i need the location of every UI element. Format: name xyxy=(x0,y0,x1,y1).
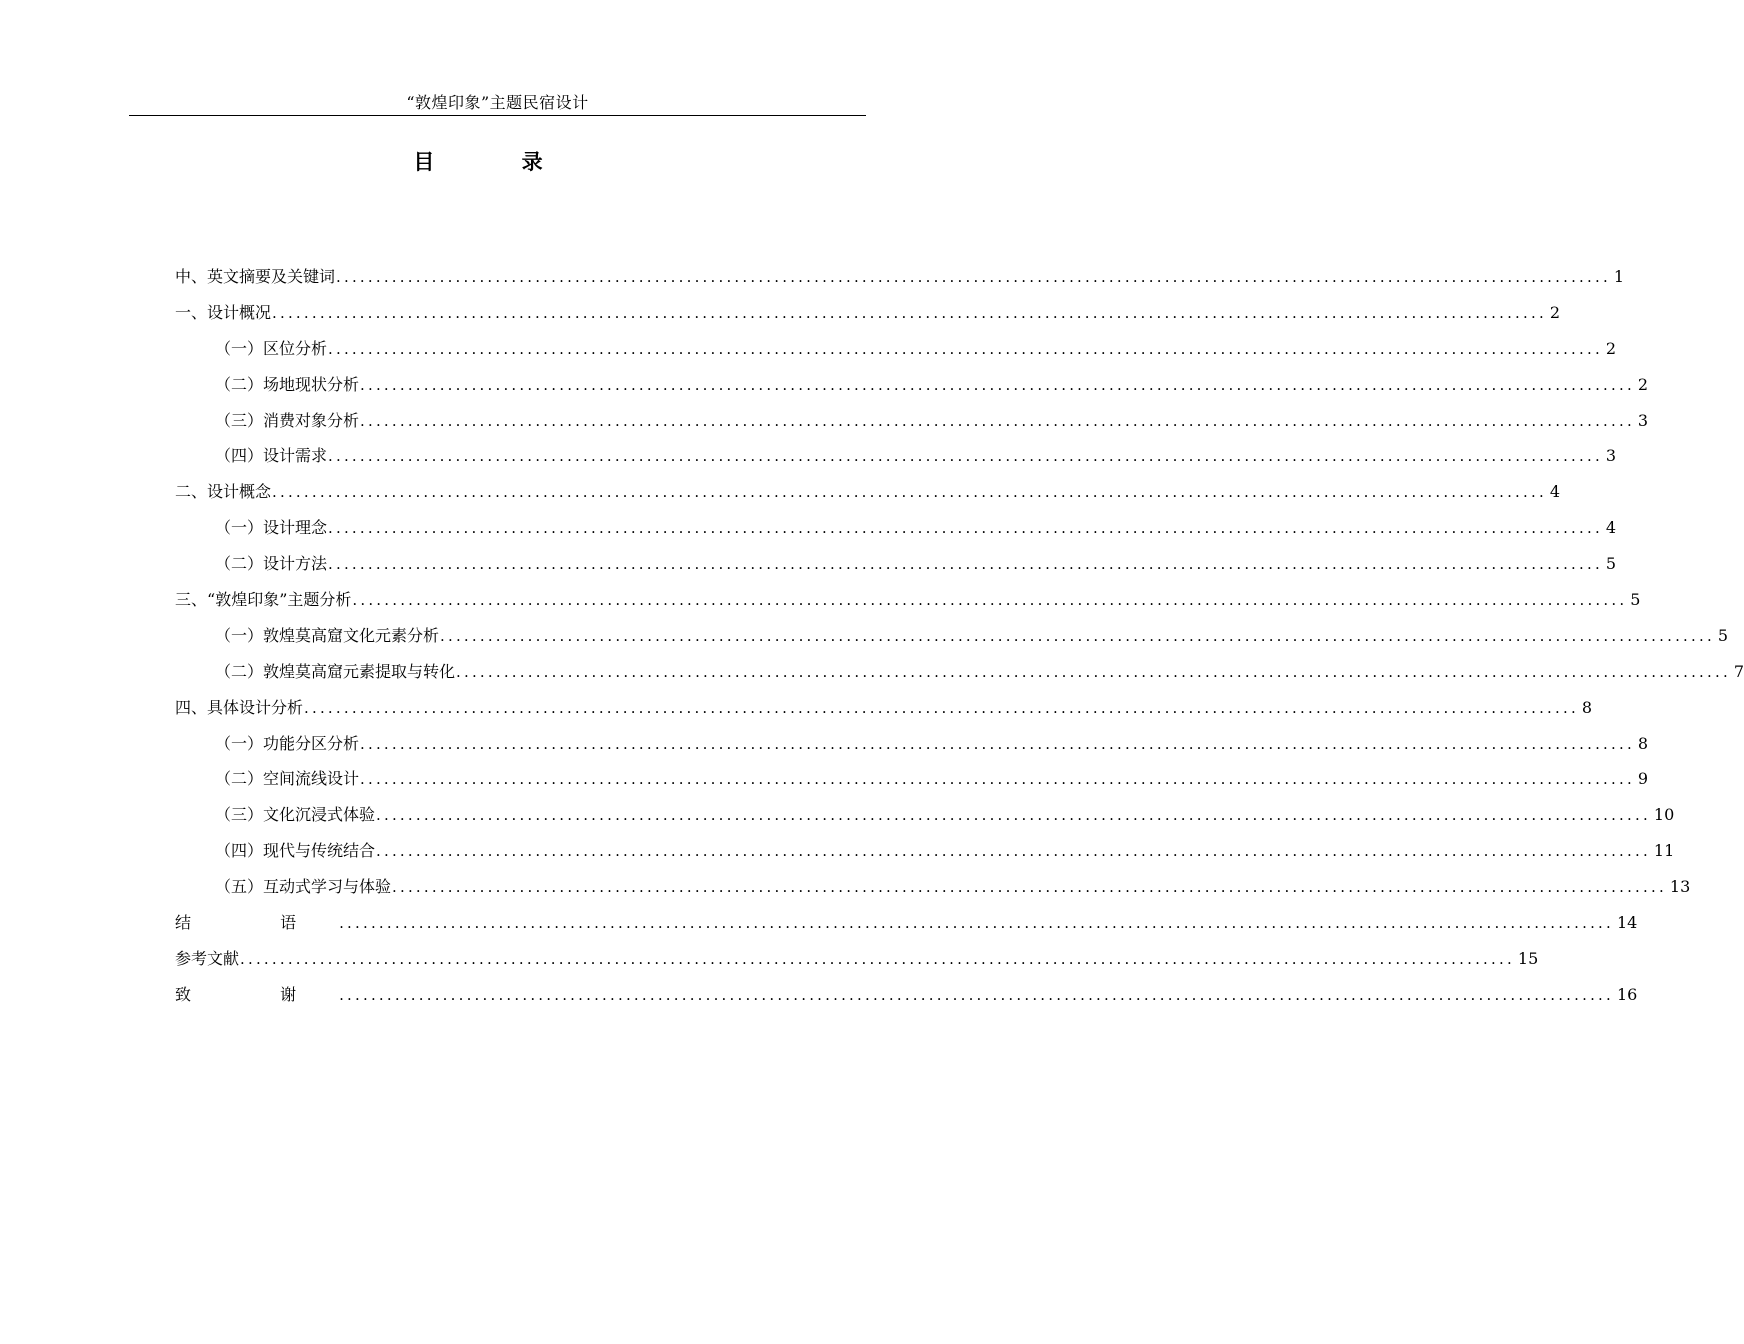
toc-entry-page-number: 8 xyxy=(1637,733,1649,753)
toc-entry[interactable] xyxy=(175,409,1649,445)
dot-leader: ................................................................................................................................................................ xyxy=(328,339,1603,358)
dot-leader: ................................................................................................................................................................ xyxy=(456,662,1731,681)
toc-entry[interactable] xyxy=(175,265,1625,301)
dot-leader: ................................................................................................................................................................ xyxy=(440,626,1715,645)
toc-entry-title: 功能分区分析 xyxy=(263,733,360,753)
toc-entry-number: （三） xyxy=(215,805,264,825)
toc-entry-title: 结 语 xyxy=(175,913,339,933)
toc-entry-title: 致 谢 xyxy=(175,984,339,1004)
toc-entry[interactable] xyxy=(175,911,1638,947)
toc-entry-number: （一） xyxy=(215,625,264,645)
toc-entry-page-number: 11 xyxy=(1653,841,1675,861)
dot-leader: ................................................................................................................................................................ xyxy=(360,770,1635,789)
dot-leader: ................................................................................................................................................................ xyxy=(304,698,1579,717)
dot-leader: ................................................................................................................................................................ xyxy=(328,519,1603,538)
toc-entry-page-number: 16 xyxy=(1616,984,1638,1004)
toc-entry[interactable] xyxy=(175,983,1638,1019)
table-of-contents xyxy=(175,265,1744,1019)
toc-entry-number: （五） xyxy=(215,877,264,897)
toc-entry-page-number: 10 xyxy=(1653,805,1675,825)
toc-entry-page-number: 2 xyxy=(1549,302,1561,322)
toc-entry[interactable] xyxy=(175,839,1675,875)
dot-leader: ................................................................................................................................................................ xyxy=(272,483,1547,502)
dot-leader: ................................................................................................................................................................ xyxy=(328,555,1603,574)
toc-entry[interactable] xyxy=(175,624,1729,660)
dot-leader: ................................................................................................................................................................ xyxy=(336,268,1611,286)
toc-entry-title: 消费对象分析 xyxy=(263,410,360,430)
dot-leader: ................................................................................................................................................................ xyxy=(360,734,1635,753)
toc-entry-number: （二） xyxy=(215,769,264,789)
dot-leader: ................................................................................................................................................................ xyxy=(360,411,1635,430)
dot-leader: ................................................................................................................................................................ xyxy=(392,878,1667,897)
toc-entry[interactable] xyxy=(175,552,1617,588)
toc-heading: 目 录 xyxy=(413,149,583,174)
toc-entry-number: 三、 xyxy=(175,590,208,610)
toc-entry-number: （一） xyxy=(215,733,264,753)
dot-leader: ................................................................................................................................................................ xyxy=(352,591,1628,610)
toc-entry-number: （二） xyxy=(215,661,264,681)
toc-entry[interactable] xyxy=(175,803,1675,839)
toc-entry-page-number: 14 xyxy=(1616,913,1638,933)
toc-entry-page-number: 15 xyxy=(1517,948,1539,968)
toc-entry-title: 设计概念 xyxy=(207,482,272,502)
toc-entry-page-number: 3 xyxy=(1637,410,1649,430)
toc-entry-title: 设计概况 xyxy=(207,302,272,322)
toc-entry-title: 场地现状分析 xyxy=(263,374,360,394)
toc-entry-title: 现代与传统结合 xyxy=(263,841,376,861)
toc-entry-page-number: 2 xyxy=(1637,374,1649,394)
toc-entry[interactable] xyxy=(175,301,1561,337)
toc-entry-page-number: 8 xyxy=(1581,697,1593,717)
toc-entry-title: 设计方法 xyxy=(263,554,328,574)
toc-entry-number: （二） xyxy=(215,554,264,574)
toc-entry-title: 互动式学习与体验 xyxy=(263,877,392,897)
dot-leader: ................................................................................................................................................................ xyxy=(376,806,1651,825)
toc-entry-title: 四、具体设计分析 xyxy=(175,697,304,717)
toc-entry-page-number: 5 xyxy=(1605,554,1617,574)
header-rule xyxy=(129,115,866,116)
toc-entry-title: “敦煌印象”主题分析 xyxy=(207,590,352,610)
toc-entry-page-number: 1 xyxy=(1613,267,1625,286)
toc-entry-number: 二、 xyxy=(175,482,208,502)
toc-entry-page-number: 2 xyxy=(1605,338,1617,358)
toc-entry[interactable] xyxy=(175,444,1617,480)
toc-entry-title: 中、英文摘要及关键词 xyxy=(175,267,336,286)
toc-entry-title: 设计需求 xyxy=(263,446,328,466)
toc-entry[interactable] xyxy=(175,516,1617,552)
toc-entry[interactable] xyxy=(175,588,1641,624)
toc-entry-number: （一） xyxy=(215,518,264,538)
toc-entry-title: 敦煌莫高窟文化元素分析 xyxy=(263,625,440,645)
toc-entry[interactable] xyxy=(175,732,1649,768)
toc-entry-page-number: 3 xyxy=(1605,446,1617,466)
toc-entry-number: （一） xyxy=(215,338,264,358)
toc-entry-title: 设计理念 xyxy=(263,518,328,538)
toc-entry-number: （二） xyxy=(215,374,264,394)
dot-leader: ................................................................................................................................................................ xyxy=(272,303,1547,322)
toc-entry-number: （四） xyxy=(215,446,264,466)
toc-entry[interactable] xyxy=(175,696,1593,732)
toc-entry-page-number: 7 xyxy=(1733,661,1744,681)
toc-entry-title: 敦煌莫高窟元素提取与转化 xyxy=(263,661,456,681)
dot-leader: ................................................................................................................................................................ xyxy=(360,375,1635,394)
toc-entry-page-number: 13 xyxy=(1669,877,1691,897)
toc-entry-number: （三） xyxy=(215,410,264,430)
toc-entry-page-number: 4 xyxy=(1605,518,1617,538)
dot-leader: ................................................................................................................................................................ xyxy=(328,447,1603,466)
toc-entry-page-number: 5 xyxy=(1717,625,1729,645)
toc-entry[interactable] xyxy=(175,947,1539,983)
dot-leader: ................................................................................................................................................................ xyxy=(240,949,1515,968)
toc-entry[interactable] xyxy=(175,337,1617,373)
toc-entry-title: 区位分析 xyxy=(263,338,328,358)
toc-entry[interactable] xyxy=(175,875,1691,911)
toc-entry-page-number: 5 xyxy=(1630,590,1641,610)
running-header-title: “敦煌印象”主题民宿设计 xyxy=(406,93,589,112)
toc-entry[interactable] xyxy=(175,660,1744,696)
toc-entry-title: 文化沉浸式体验 xyxy=(263,805,376,825)
toc-entry[interactable] xyxy=(175,767,1649,803)
toc-entry-number: （四） xyxy=(215,841,264,861)
dot-leader: ................................................................................................................................................................ xyxy=(339,985,1614,1004)
toc-entry-number: 一、 xyxy=(175,302,208,322)
toc-entry[interactable] xyxy=(175,480,1561,516)
toc-entry-title: 空间流线设计 xyxy=(263,769,360,789)
toc-entry-page-number: 4 xyxy=(1549,482,1561,502)
toc-entry-page-number: 9 xyxy=(1637,769,1649,789)
dot-leader: ................................................................................................................................................................ xyxy=(339,914,1614,933)
toc-entry-title: 参考文献 xyxy=(175,948,240,968)
dot-leader: ................................................................................................................................................................ xyxy=(376,842,1651,861)
toc-entry[interactable] xyxy=(175,373,1649,409)
